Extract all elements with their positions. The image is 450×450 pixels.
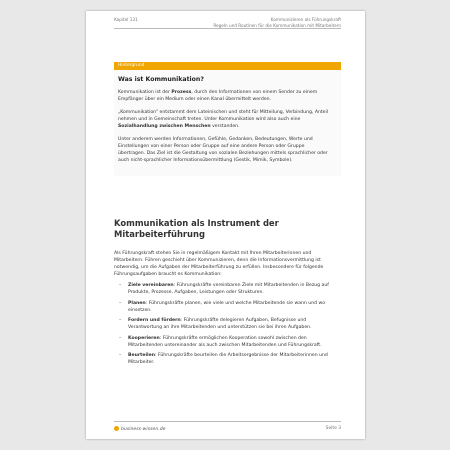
bullet-dash: – — [119, 335, 122, 341]
infobox-paragraph-3: Unter anderem werden Informationen, Gefühle, Gedanken, Bedeutungen, Werte und Einstellungen von einer Person oder Gruppe auf eine andere Person oder Gruppe übertragen. Das Ziel ist die Gestaltung von sozialen Beziehungen mittels sprachlicher oder auch nicht-sprachlicher Informationsübermittlung (Gestik, Mimik, Symbole). — [118, 137, 328, 163]
logo-dot-icon — [114, 426, 119, 431]
infobox-p2-text-a: „Kommunikation“ entstammt dem Lateinischen und steht für Mitteilung, Verbindung, Anteil nehmen und in Gemeinschaft treten. Unter Kommunikation wird also auch eine — [118, 110, 329, 122]
bullet-dash: – — [119, 283, 122, 288]
list-item-term: Fordern und fördern — [128, 318, 181, 323]
list-item — [119, 300, 339, 314]
infobox-p1-bold: Prozess — [171, 90, 192, 95]
infobox-p2-bold: Sozialhandlung zwischen Menschen — [118, 124, 211, 129]
infobox-paragraph-1 — [118, 89, 333, 103]
logo-text: business-wissen.de — [121, 427, 166, 432]
task-list — [119, 282, 339, 370]
bullet-dash: – — [119, 353, 122, 358]
list-item-text: : Führungskräfte planen, wie viele und welche Mitarbeitende sie wann und wo einsetzen. — [128, 300, 326, 313]
list-item-term: Ziele vereinbaren — [128, 283, 174, 288]
page-header — [114, 17, 341, 37]
list-item-text: : Führungskräfte ermöglichen Kooperation sowohl zwischen den Mitarbeitenden untereinander als auch zwischen Mitarbeitenden und Führungskraft. — [128, 335, 322, 348]
header-divider — [114, 28, 341, 29]
bullet-dash: – — [119, 318, 122, 323]
infobox-heading: Was ist Kommunikation? — [118, 76, 204, 83]
list-item-text: : Führungskräfte beurteilen die Arbeitsergebnisse der Mitarbeiterinnen und Mitarbeiter. — [128, 353, 328, 365]
list-item-term: Beurteilen — [128, 353, 155, 358]
header-title-line-2: Regeln und Routinen für die Kommunikation mit Mitarbeitern — [213, 22, 341, 28]
infobox-paragraph-2 — [118, 109, 333, 130]
list-item-term: Kooperieren — [128, 335, 160, 341]
header-title — [213, 17, 341, 28]
list-item — [119, 317, 339, 331]
bullet-dash: – — [119, 300, 122, 306]
list-item — [119, 335, 339, 349]
footer-logo — [114, 426, 165, 432]
infobox-p2-text-c: verstanden. — [210, 124, 240, 129]
list-item-text: : Führungskräfte vereinbaren Ziele mit Mitarbeitenden in Bezug auf Produkte, Prozesse, Aufgaben, Leistungen oder Strukturen. — [128, 283, 329, 295]
section-intro: Als Führungskraft stehen Sie in regelmäßigem Kontakt mit Ihren Mitarbeiterinnen und Mitarbeitern. Führen geschieht über Kommunizieren, denn die Informationsvermittlung ist notwendig, um die Aufgaben der Mitarbeiterführung zu erfüllen. Insbesondere für folgende Führungsaufgaben braucht es Kommunikation: — [114, 251, 324, 277]
list-item — [119, 352, 339, 366]
infobox-p1-text-a: Kommunikation ist der — [118, 90, 172, 95]
footer-divider — [114, 421, 341, 422]
header-title-line-1: Kommunizieren als Führungskraft — [270, 17, 341, 22]
infobox-p1-text-c: , durch den Informationen von einem Sender zu einem Empfänger über ein Medium oder einen Kanal übermittelt werden. — [118, 90, 318, 102]
chapter-label: Kapitel 131 — [114, 17, 138, 22]
document-page — [86, 11, 365, 439]
list-item-term: Planen — [128, 300, 146, 306]
infobox-label: Hintergrund — [114, 62, 341, 70]
page-number: Seite 3 — [325, 426, 341, 431]
list-item — [119, 282, 339, 296]
section-title: Kommunikation als Instrument der Mitarbeiterführung — [114, 218, 279, 239]
list-item-text: : Führungskräfte delegieren Aufgaben, Befugnisse und Verantwortung an ihre Mitarbeitenden und unterstützen sie bei ihren Aufgaben. — [128, 318, 312, 330]
background-infobox — [114, 62, 341, 176]
